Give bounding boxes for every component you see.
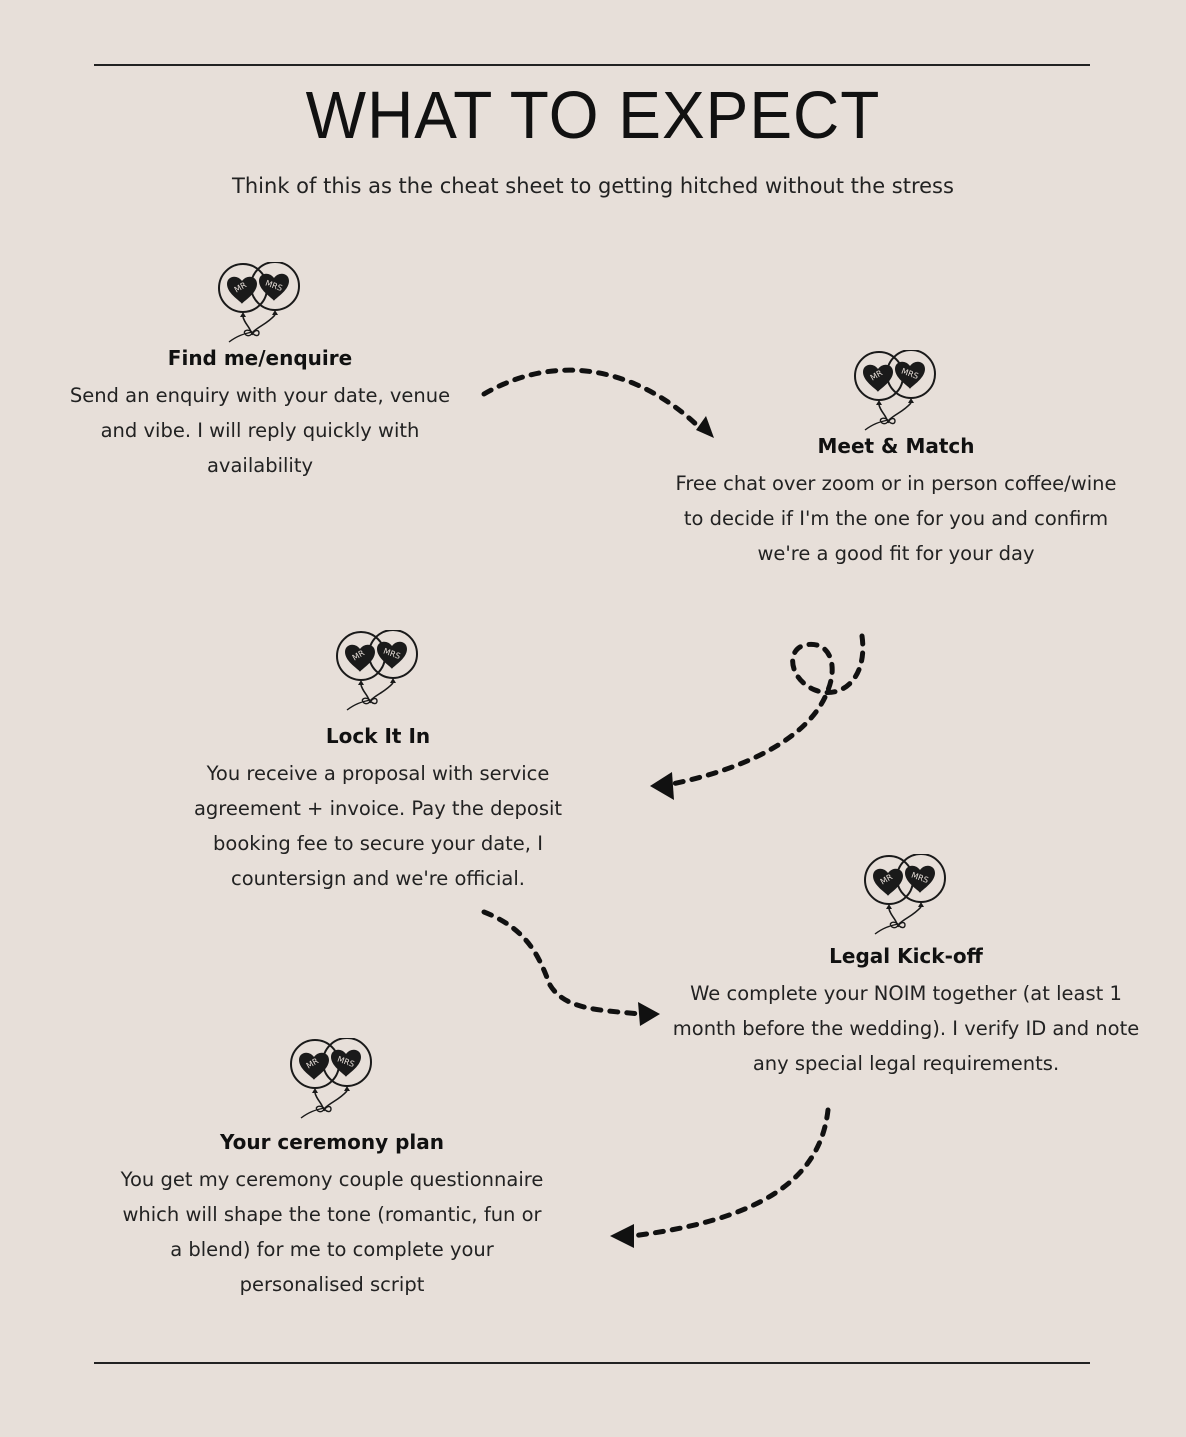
step-title: Your ceremony plan	[219, 1130, 445, 1154]
svg-text:MRS: MRS	[900, 366, 920, 382]
page-subtitle: Think of this as the cheat sheet to getting hitched without the stress	[232, 174, 954, 198]
arrow-3-path	[484, 912, 640, 1014]
step-title: Lock It In	[325, 724, 431, 748]
arrowhead-3	[638, 1002, 660, 1026]
step-description: Send an enquiry with your date, venue and vibe. I will reply quickly with availability	[69, 384, 451, 477]
arrow-2-path	[672, 636, 863, 784]
svg-text:MR: MR	[350, 648, 367, 663]
step-title: Find me/enquire	[167, 346, 353, 370]
svg-text:MR: MR	[304, 1056, 321, 1071]
arrowhead-2	[650, 772, 674, 800]
arrowhead-1	[696, 416, 714, 438]
step-description: You get my ceremony couple questionnaire which will shape the tone (romantic, fun or a blend) for me to complete your personalised script	[120, 1168, 544, 1296]
step-description: You receive a proposal with service agreement + invoice. Pay the deposit booking fee to secure your date, I countersign and we're official.	[193, 762, 563, 890]
svg-text:MR: MR	[878, 872, 895, 887]
step-description: We complete your NOIM together (at least 1 month before the wedding). I verify ID and note any special legal requirements.	[672, 982, 1140, 1075]
step-title: Meet & Match	[817, 434, 975, 458]
step-title: Legal Kick-off	[829, 944, 983, 968]
arrow-4-path	[632, 1110, 828, 1236]
svg-text:MRS: MRS	[264, 278, 284, 294]
arrowhead-4	[610, 1224, 634, 1248]
svg-text:MRS: MRS	[382, 646, 402, 662]
svg-text:MRS: MRS	[910, 870, 930, 886]
svg-text:MR: MR	[868, 368, 885, 383]
step-description: Free chat over zoom or in person coffee/wine to decide if I'm the one for you and confirm we're a good fit for your day	[675, 472, 1117, 565]
svg-text:MRS: MRS	[336, 1054, 356, 1070]
page-title: WHAT TO EXPECT	[305, 77, 881, 153]
arrow-1-path	[484, 370, 700, 428]
bottom-divider	[94, 1362, 1090, 1364]
svg-text:MR: MR	[232, 280, 249, 295]
